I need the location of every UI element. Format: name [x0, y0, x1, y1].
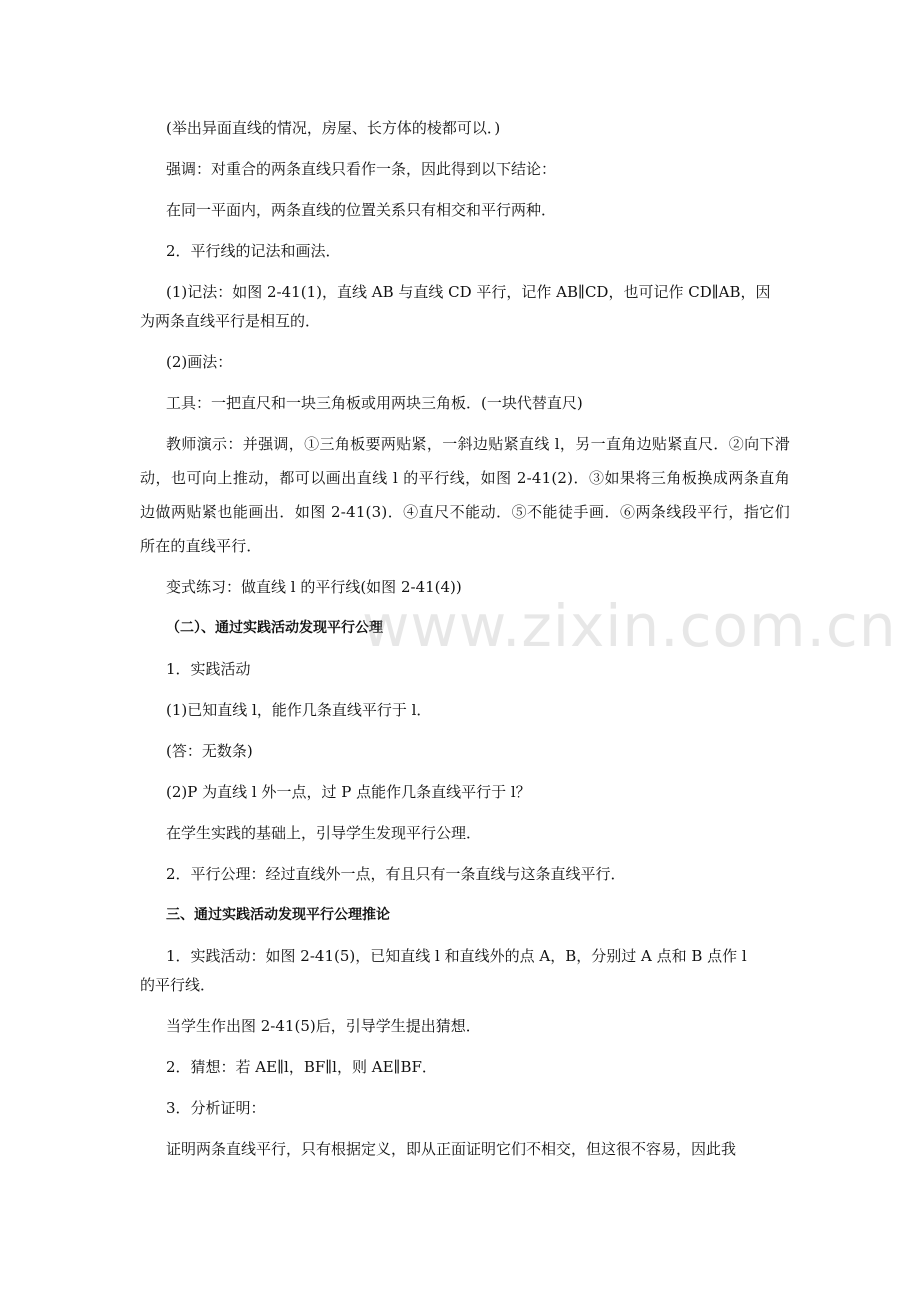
paragraph: 1．实践活动：如图 2-41(5)，已知直线 l 和直线外的点 A，B，分别过 A 点和 B 点作 l	[166, 947, 747, 965]
document-body	[140, 118, 790, 1180]
paragraph: 证明两条直线平行，只有根据定义，即从正面证明它们不相交，但这很不容易，因此我	[166, 1140, 737, 1158]
paragraph: 2．猜想：若 AE∥l，BF∥l，则 AE∥BF．	[166, 1058, 437, 1076]
section-heading: （二）、通过实践活动发现平行公理	[166, 620, 383, 636]
paragraph: 在学生实践的基础上，引导学生发现平行公理．	[166, 824, 482, 842]
paragraph: (2)画法：	[166, 353, 233, 371]
paragraph: 1．实践活动	[166, 660, 251, 678]
paragraph: (举出异面直线的情况，房屋、长方体的棱都可以．)	[166, 119, 501, 137]
paragraph: 工具：一把直尺和一块三角板或用两块三角板．(一块代替直尺)	[166, 394, 583, 412]
section-heading: 三、通过实践活动发现平行公理推论	[166, 907, 390, 923]
paragraph: 变式练习：做直线 l 的平行线(如图 2-41(4))	[166, 578, 462, 596]
watermark: www.zixin.com.cn	[362, 592, 897, 660]
paragraph: 当学生作出图 2-41(5)后，引导学生提出猜想．	[166, 1017, 481, 1035]
paragraph: 3．分析证明：	[166, 1099, 266, 1117]
paragraph: 强调：对重合的两条直线只看作一条，因此得到以下结论：	[166, 160, 557, 178]
paragraph: (1)已知直线 l，能作几条直线平行于 l．	[166, 701, 432, 719]
paragraph: 2．平行线的记法和画法．	[166, 242, 341, 260]
paragraph-multiline: 教师演示：并强调，①三角板要两贴紧，一斜边贴紧直线 l，另一直角边贴紧直尺．②向下滑动，也可向上推动，都可以画出直线 l 的平行线，如图 2-41(2)．③如果将三角板换成两条直角边做两贴紧也能画出．如图 2-41(3)．④直尺不能动．⑤不能徒手画．⑥两条线段平行，指它们所在的直线平行．	[140, 435, 790, 555]
paragraph-continuation: 的平行线．	[140, 976, 216, 994]
paragraph: (2)P 为直线 l 外一点，过 P 点能作几条直线平行于 l？	[166, 783, 531, 801]
paragraph: 2．平行公理：经过直线外一点，有且只有一条直线与这条直线平行．	[166, 865, 626, 883]
paragraph: (答：无数条)	[166, 742, 253, 760]
paragraph: (1)记法：如图 2-41(1)，直线 AB 与直线 CD 平行，记作 AB∥CD，也可记作 CD∥AB，因	[166, 283, 771, 301]
paragraph: 在同一平面内，两条直线的位置关系只有相交和平行两种．	[166, 201, 557, 219]
paragraph-continuation: 为两条直线平行是相互的．	[140, 312, 321, 330]
